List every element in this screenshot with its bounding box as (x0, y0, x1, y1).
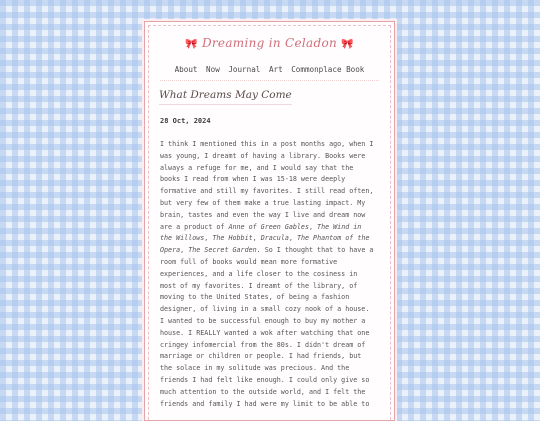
post-line-text: are a product of (160, 222, 229, 231)
nav-link-journal[interactable]: Journal (228, 65, 261, 74)
post-line (160, 222, 380, 234)
post-line: most of my favorites. I dreamt of the library, of (160, 281, 358, 290)
post-title[interactable]: What Dreams May Come (159, 89, 292, 105)
post-line: the solace in my solitude was precious. And the (160, 364, 350, 373)
bow-icon: 🎀 (185, 39, 198, 50)
post-line: designer, of living in a small cozy nook of a house. (160, 305, 370, 314)
post-line-text: , (288, 234, 297, 243)
content-card (144, 21, 395, 421)
post-line: I wanted to be successful enough to buy my mother a (160, 316, 366, 325)
post-line-text: , (308, 222, 318, 231)
book-title: the Willows (160, 234, 205, 243)
post-line: books I read from when I was 15-18 were deeply (160, 175, 346, 184)
nav-divider (160, 80, 379, 81)
post-line: always a refuge for me, and I would say that the (160, 163, 354, 172)
post-line-text: . So I thought that to have a (256, 246, 374, 255)
post-line-text: , (204, 234, 213, 243)
post-line: I think I mentioned this in a post months ago, when I (160, 140, 374, 148)
post-line: room full of books would mean more formative (160, 257, 338, 266)
post-body (160, 139, 380, 410)
nav-link-commonplace-book[interactable]: Commonplace Book (291, 65, 365, 74)
book-title: Anne of Green Gables (228, 222, 309, 231)
bow-icon: 🎀 (341, 39, 354, 50)
post-line-text: , (180, 246, 189, 255)
site-title[interactable] (145, 36, 394, 50)
book-title: The Wind in (317, 222, 362, 231)
post-line: was young, I dreamt of having a library. Books were (160, 151, 366, 160)
nav-link-now[interactable]: Now (206, 65, 220, 74)
main-nav (145, 65, 394, 74)
book-title: The Phantom of the (296, 234, 370, 243)
site-title-text[interactable]: Dreaming in Celadon (201, 36, 338, 50)
post-line: experiences, and a life closer to the cosiness in (160, 269, 358, 278)
post-line: brain, tastes and even the way I live and dream now (160, 210, 366, 219)
post-line: friends and family I had were my limit to be able to (160, 399, 370, 408)
post-line: formative and still my favorites. I still read often, (160, 187, 374, 196)
post-line: friends I had felt like enough. I could only give so (160, 375, 370, 384)
post-line: but very few of them make a true lasting impact. My (160, 198, 366, 207)
post-line-text: , (252, 234, 261, 243)
nav-link-art[interactable]: Art (268, 65, 283, 74)
post-line: moving to the United States, of being a fashion (160, 293, 350, 302)
post-date: 28 Oct, 2024 (160, 117, 211, 125)
post-line: house. I REALLY wanted a wok after watching that one (160, 328, 370, 337)
book-title: Dracula (260, 234, 289, 243)
nav-link-about[interactable]: About (174, 65, 198, 74)
post-line: cringey infomercial from the 80s. I didn't dream of (160, 340, 366, 349)
post-line: marriage or children or people. I had friends, but (160, 352, 362, 361)
post-line: much attention to the outside world, and I felt the (160, 387, 366, 396)
post-line (160, 245, 380, 257)
book-title: The Secret Garden (188, 246, 257, 255)
book-title: Opera (160, 246, 181, 255)
book-title: The Hobbit (212, 234, 253, 243)
post-line (160, 233, 380, 245)
